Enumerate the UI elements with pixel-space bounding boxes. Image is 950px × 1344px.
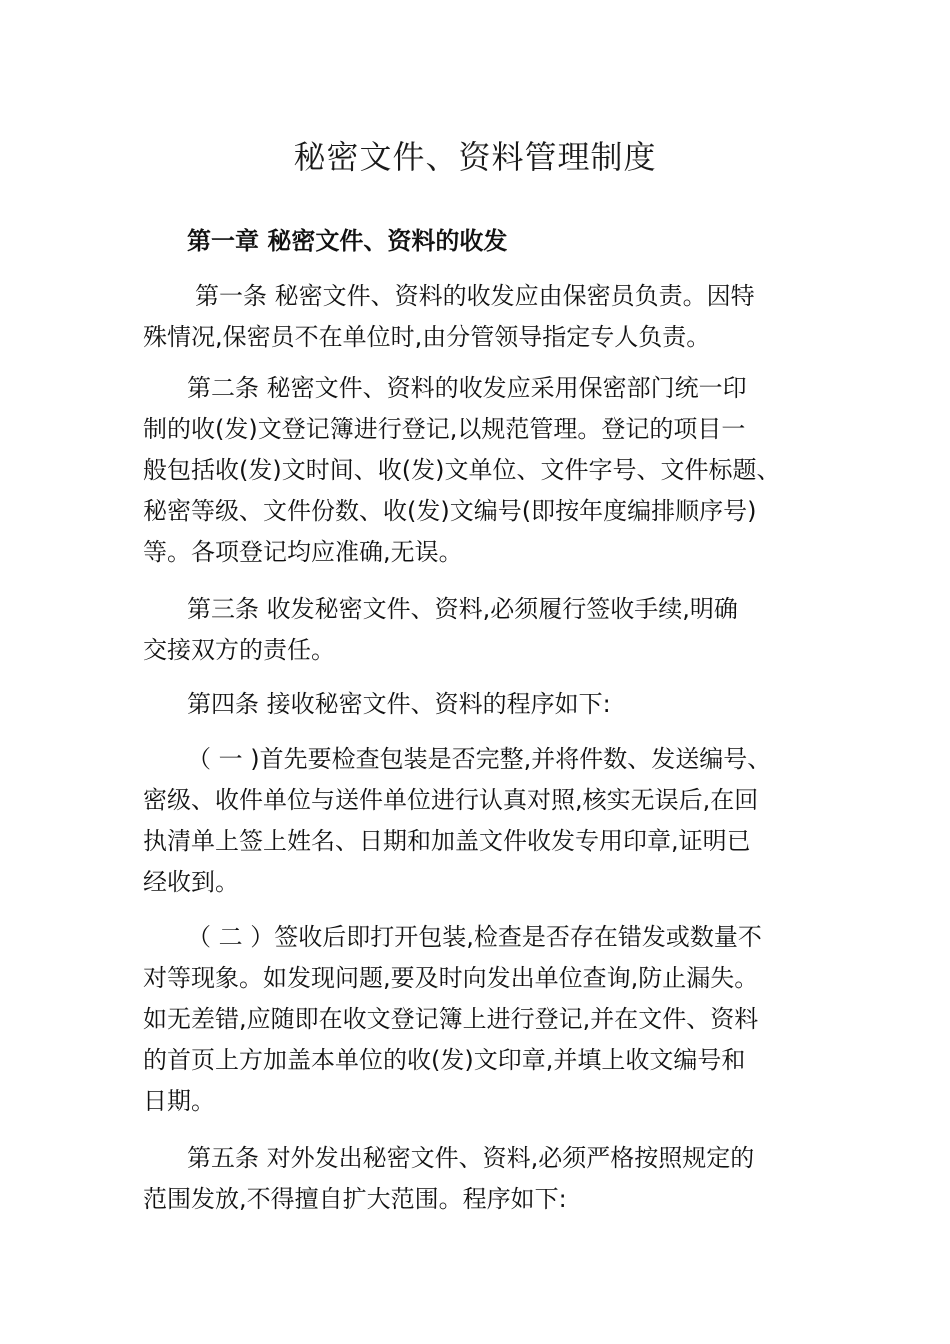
paragraph-line: 等。各项登记均应准确,无误。: [143, 538, 463, 566]
paragraph-line: 殊情况,保密员不在单位时,由分管领导指定专人负责。: [143, 323, 711, 351]
item-2-paragraph: [143, 917, 807, 1122]
article-4-paragraph: [143, 684, 807, 725]
paragraph-line: （ 一 )首先要检查包装是否完整,并将件数、发送编号、: [187, 745, 772, 773]
paragraph-line: 般包括收(发)文时间、收(发)文单位、文件字号、文件标题、: [143, 456, 781, 484]
article-5-paragraph: [143, 1138, 807, 1220]
paragraph-line: 第三条 收发秘密文件、资料,必须履行签收手续,明确: [187, 595, 738, 623]
paragraph-line: 交接双方的责任。: [143, 636, 335, 664]
article-1-paragraph: [143, 276, 807, 358]
article-3-paragraph: [143, 589, 807, 671]
paragraph-line: 第四条 接收秘密文件、资料的程序如下:: [187, 690, 611, 718]
article-2-paragraph: [143, 368, 807, 573]
paragraph-line: 执清单上签上姓名、日期和加盖文件收发专用印章,证明已: [143, 827, 751, 855]
document-title: 秘密文件、资料管理制度: [293, 138, 657, 176]
paragraph-line: 第二条 秘密文件、资料的收发应采用保密部门统一印: [187, 374, 747, 402]
paragraph-line: 的首页上方加盖本单位的收(发)文印章,并填上收文编号和: [143, 1046, 746, 1074]
paragraph-line: 制的收(发)文登记簿进行登记,以规范管理。登记的项目一: [143, 415, 746, 443]
paragraph-line: 秘密等级、文件份数、收(发)文编号(即按年度编排顺序号): [143, 497, 757, 525]
paragraph-line: 范围发放,不得擅自扩大范围。程序如下:: [143, 1185, 567, 1213]
paragraph-line: 经收到。: [143, 868, 239, 896]
paragraph-line: 如无差错,应随即在收文登记簿上进行登记,并在文件、资料: [143, 1005, 759, 1033]
chapter-heading: 第一章 秘密文件、资料的收发: [187, 227, 508, 255]
paragraph-line: （ 二 ）签收后即打开包装,检查是否存在错发或数量不: [187, 923, 762, 951]
paragraph-line: 日期。: [143, 1087, 215, 1115]
item-1-paragraph: [143, 739, 807, 903]
paragraph-line: 密级、收件单位与送件单位进行认真对照,核实无误后,在回: [143, 786, 759, 814]
paragraph-line: 第五条 对外发出秘密文件、资料,必须严格按照规定的: [187, 1144, 755, 1172]
paragraph-line: 第一条 秘密文件、资料的收发应由保密员负责。因特: [195, 282, 755, 310]
paragraph-line: 对等现象。如发现问题,要及时向发出单位查询,防止漏失。: [143, 964, 759, 992]
